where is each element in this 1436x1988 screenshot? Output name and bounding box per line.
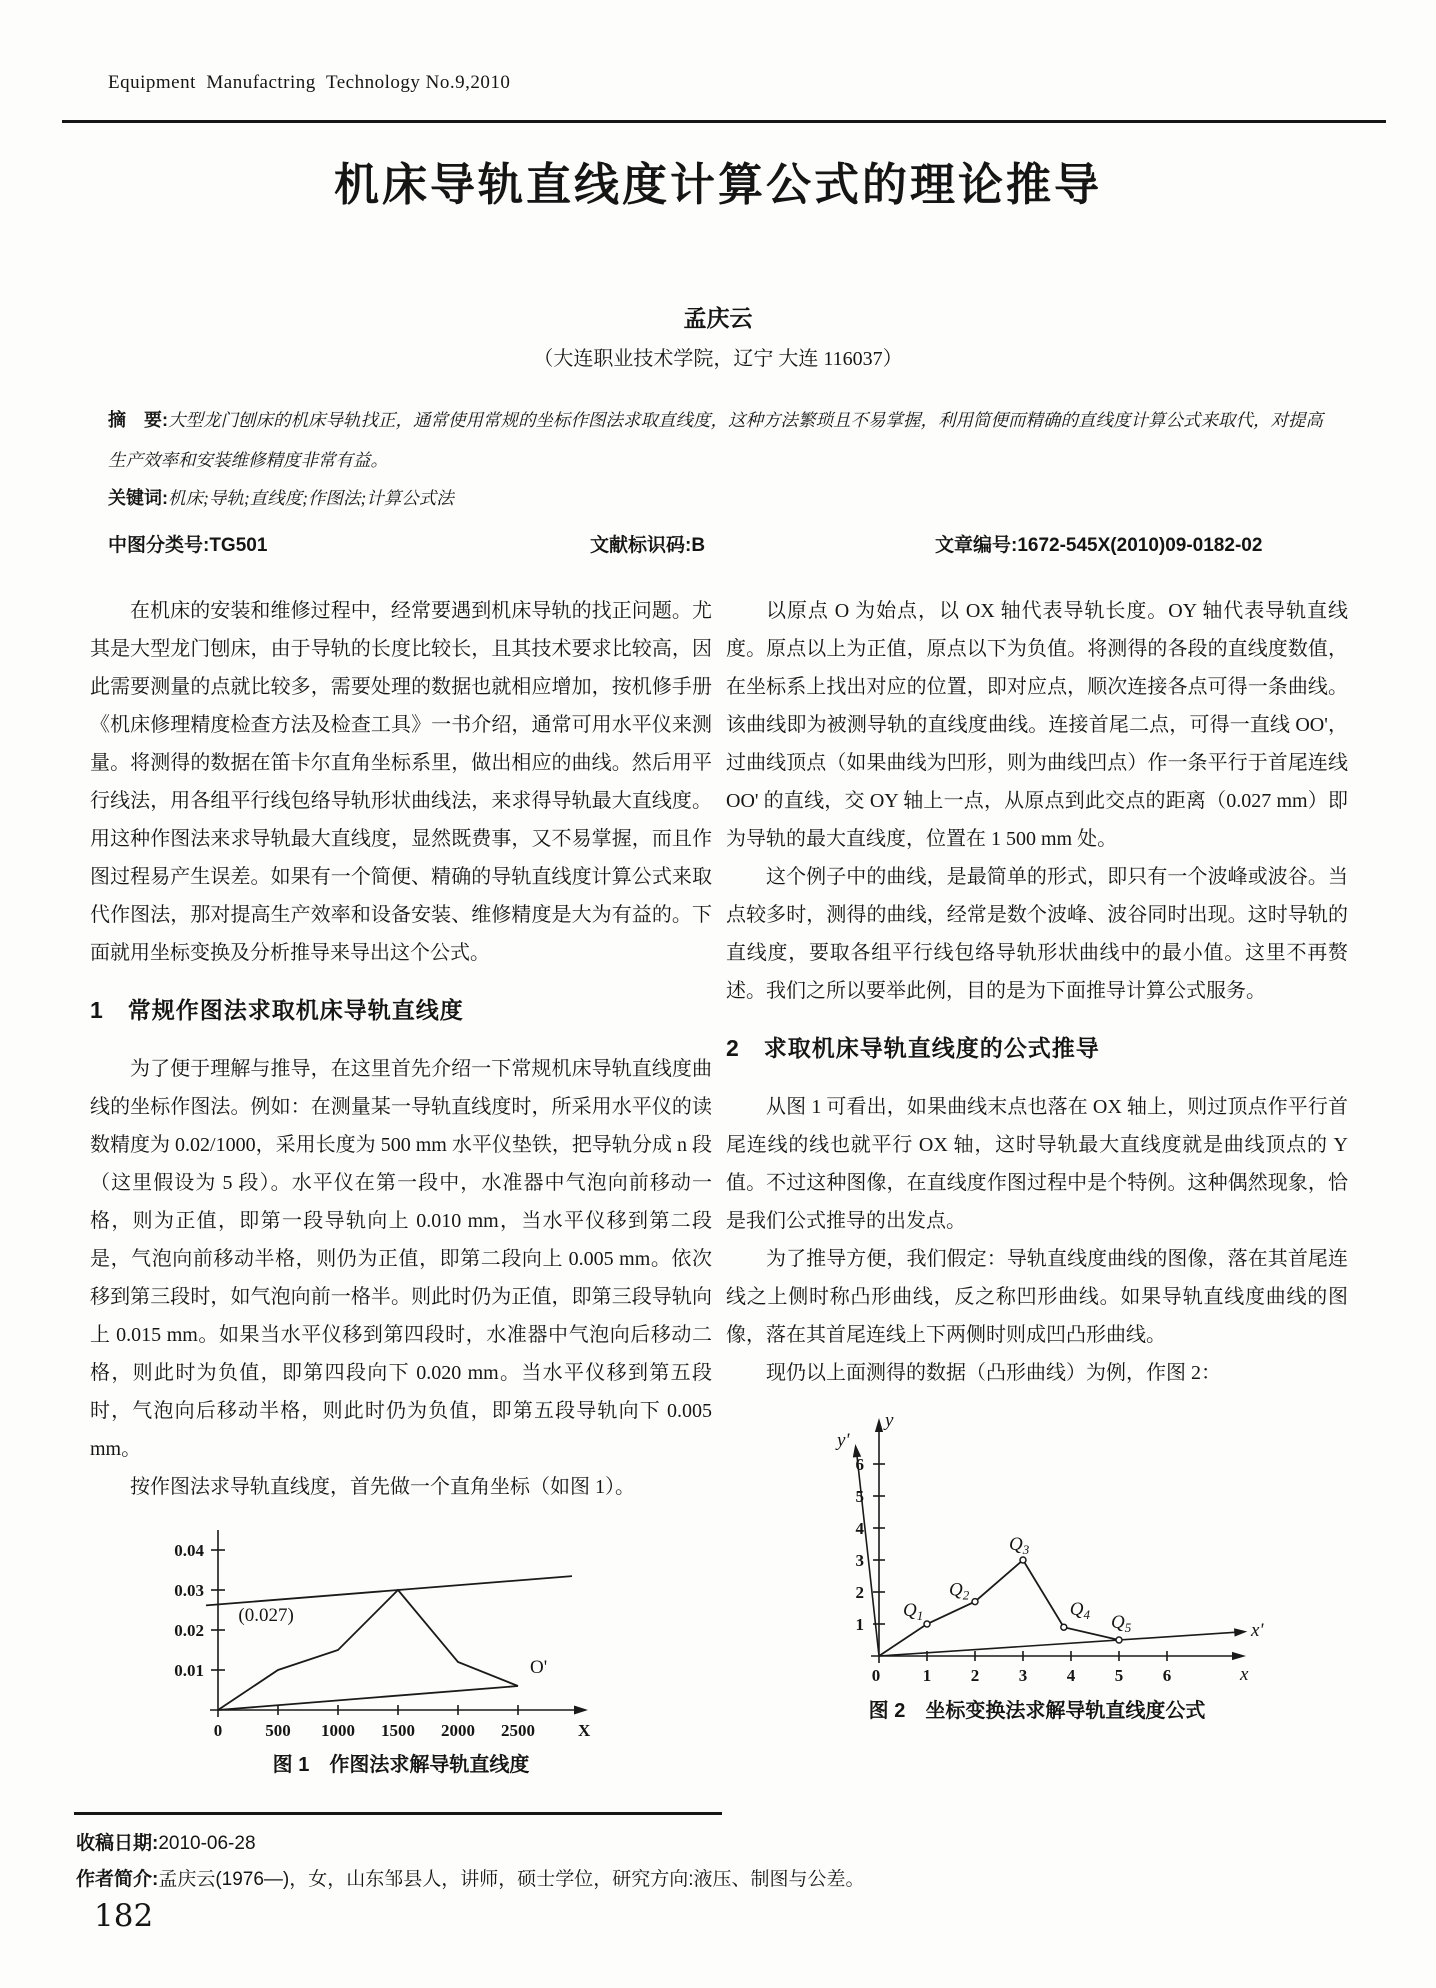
svg-text:4: 4: [855, 1519, 864, 1538]
keywords-label: 关键词:: [108, 488, 168, 508]
svg-text:(0.027): (0.027): [238, 1605, 294, 1627]
right-column: [726, 592, 1348, 1726]
svg-text:500: 500: [265, 1721, 291, 1740]
svg-text:Q4: $Q_4$: [1069, 1599, 1091, 1623]
keywords-text: 机床;导轨;直线度;作图法;计算公式法: [168, 488, 454, 508]
svg-text:Q1: $Q_1$: [903, 1600, 924, 1623]
author-bio-value: 孟庆云(1976—)，女，山东邹县人，讲师，硕士学位，研究方向:液压、制图与公差。: [158, 1869, 865, 1890]
svg-text:X: X: [578, 1721, 591, 1740]
page-number: 182: [94, 1898, 154, 1934]
paragraph: 在机床的安装和维修过程中，经常要遇到机床导轨的找正问题。尤其是大型龙门刨床，由于导轨的长度比较长，且其技术要求比较高，因此需要测量的点就比较多，需要处理的数据也就相应增加，按机修手册《机床修理精度检查方法及检查工具》一书介绍，通常可用水平仪来测量。将测得的数据在笛卡尔直角坐标系里，做出相应的曲线。然后用平行线法，用各组平行线包络导轨形状曲线法，来求得导轨最大直线度。用这种作图法来求导轨最大直线度，显然既费事，又不易掌握，而且作图过程易产生误差。如果有一个简便、精确的导轨直线度计算公式来取代作图法，那对提高生产效率和设备安装、维修精度是大为有益的。下面就用坐标变换及分析推导来导出这个公式。: [90, 600, 712, 964]
svg-text:5: 5: [855, 1487, 864, 1506]
author-bio-label: 作者简介:: [76, 1869, 159, 1890]
figure2-plot: [804, 1404, 1264, 1692]
paragraph: 从图 1 可看出，如果曲线末点也落在 OX 轴上，则过顶点作平行首尾连线的线也就平行 OX 轴，这时导轨最大直线度就是曲线顶点的 Y 值。不过这种图像，在直线度作图过程中是个特例。这种偶然现象，恰是我们公式推导的出发点。: [726, 1096, 1348, 1232]
journal-header: Equipment Manufactring Technology No.9,2010: [108, 72, 511, 93]
svg-text:2000: 2000: [441, 1721, 475, 1740]
svg-text:Q3: $Q_3$: [1009, 1534, 1030, 1557]
paragraph: 以原点 O 为始点，以 OX 轴代表导轨长度。OY 轴代表导轨直线度。原点以上为正值，原点以下为负值。将测得的各段的直线度数值，在坐标系上找出对应的位置，即对应点，顺次连接各点可得一条曲线。该曲线即为被测导轨的直线度曲线。连接首尾二点，可得一直线 OO'，过曲线顶点（如果曲线为凹形，则为曲线凹点）作一条平行于首尾连线 OO' 的直线，交 OY 轴上一点，从原点到此交点的距离（0.027 mm）即为导轨的最大直线度，位置在 1 500 mm 处。: [726, 600, 1348, 850]
abstract-label: 摘 要:: [108, 410, 168, 430]
svg-text:0.03: 0.03: [174, 1581, 204, 1600]
clc-number: 中图分类号:TG501: [108, 535, 268, 556]
svg-text:Q5: $Q_5$: [1111, 1612, 1132, 1635]
received-date-value: 2010-06-28: [158, 1833, 256, 1854]
abstract-text: 大型龙门刨床的机床导轨找正，通常使用常规的坐标作图法求取直线度，这种方法繁琐且不易掌握，利用简便而精确的直线度计算公式来取代，对提高生产效率和安装维修精度非常有益。: [108, 410, 1323, 470]
footnote-rule: [74, 1812, 722, 1815]
svg-text:2500: 2500: [501, 1721, 535, 1740]
received-date-label: 收稿日期:: [76, 1833, 159, 1854]
section-heading-1: 1 常规作图法求取机床导轨直线度: [90, 997, 464, 1023]
paragraph: 这个例子中的曲线，是最简单的形式，即只有一个波峰或波谷。当点较多时，测得的曲线，经常是数个波峰、波谷同时出现。这时导轨的直线度，要取各组平行线包络导轨形状曲线中的最小值。这里不再赘述。我们之所以要举此例，目的是为下面推导计算公式服务。: [726, 866, 1348, 1002]
svg-text:2: 2: [970, 1666, 980, 1685]
abstract: [108, 400, 1340, 480]
document-code: 文献标识码:B: [590, 535, 706, 556]
classification-row: [0, 530, 1436, 560]
author-name: 孟庆云: [683, 305, 753, 331]
svg-text:x': x': [1251, 1620, 1264, 1641]
paragraph: 按作图法求导轨直线度，首先做一个直角坐标（如图 1）。: [130, 1476, 635, 1498]
paragraph: 为了便于理解与推导，在这里首先介绍一下常规机床导轨直线度曲线的坐标作图法。例如：在测量某一导轨直线度时，所采用水平仪的读数精度为 0.02/1000，采用长度为 500 mm 水平仪垫铁，把导轨分成 n 段（这里假设为 5 段）。水平仪在第一段中，水准器中气泡向前移动一格，则为正值，即第一段导轨向上 0.010 mm，当水平仪移到第二段是，气泡向前移动半格，则仍为正值，即第二段向上 0.005 mm。依次移到第三段时，如气泡向前一格半。则此时仍为正值，即第三段导轨向上 0.015 mm。如果当水平仪移到第四段时，水准器中气泡向后移动二格，则此时为负值，即第四段向下 0.020 mm。当水平仪移到第五段时，气泡向后移动半格，则此时仍为负值，即第五段导轨向下 0.005 mm。: [90, 1058, 712, 1460]
svg-text:3: 3: [1018, 1666, 1028, 1685]
svg-text:y: y: [885, 1410, 894, 1431]
svg-text:4: 4: [1066, 1666, 1076, 1685]
figure1-caption: 图 1 作图法求解导轨直线度: [272, 1754, 530, 1776]
section-heading-2: 2 求取机床导轨直线度的公式推导: [726, 1035, 1100, 1061]
svg-text:0: 0: [871, 1666, 881, 1685]
svg-text:6: 6: [855, 1455, 864, 1474]
svg-text:0.01: 0.01: [174, 1661, 204, 1680]
paragraph: 为了推导方便，我们假定：导轨直线度曲线的图像，落在其首尾连线之上侧时称凸形曲线，反之称凹形曲线。如果导轨直线度曲线的图像，落在其首尾连线上下两侧时则成凹凸形曲线。: [726, 1248, 1348, 1346]
svg-text:3: 3: [855, 1551, 864, 1570]
received-date: [76, 1828, 256, 1855]
svg-text:1: 1: [922, 1666, 932, 1685]
paragraph: 现仍以上面测得的数据（凸形曲线）为例，作图 2：: [766, 1362, 1221, 1384]
svg-text:1500: 1500: [381, 1721, 415, 1740]
svg-text:0.04: 0.04: [174, 1541, 204, 1560]
svg-text:1000: 1000: [321, 1721, 355, 1740]
svg-text:6: 6: [1162, 1666, 1172, 1685]
svg-text:1: 1: [855, 1615, 864, 1634]
author-bio: [76, 1864, 865, 1891]
svg-text:x: x: [1240, 1664, 1249, 1685]
author-affiliation: （大连职业技术学院，辽宁 大连 116037）: [533, 348, 903, 370]
left-column: [90, 592, 712, 1780]
header-rule: [62, 120, 1386, 123]
page-title: 机床导轨直线度计算公式的理论推导: [333, 159, 1102, 210]
svg-text:Q2: $Q_2$: [949, 1579, 970, 1603]
svg-text:0: 0: [213, 1721, 223, 1740]
keywords: [108, 484, 1340, 510]
svg-text:2: 2: [855, 1583, 864, 1602]
svg-text:y': y': [837, 1430, 850, 1451]
figure1: [90, 1518, 712, 1780]
svg-text:O': O': [530, 1656, 548, 1678]
figure2: [726, 1404, 1348, 1726]
svg-text:5: 5: [1114, 1666, 1124, 1685]
figure1-plot: [148, 1518, 598, 1746]
figure2-caption: 图 2 坐标变换法求解导轨直线度公式: [868, 1700, 1206, 1722]
article-number: 文章编号:1672-545X(2010)09-0182-02: [935, 535, 1263, 556]
svg-text:0.02: 0.02: [174, 1621, 204, 1640]
